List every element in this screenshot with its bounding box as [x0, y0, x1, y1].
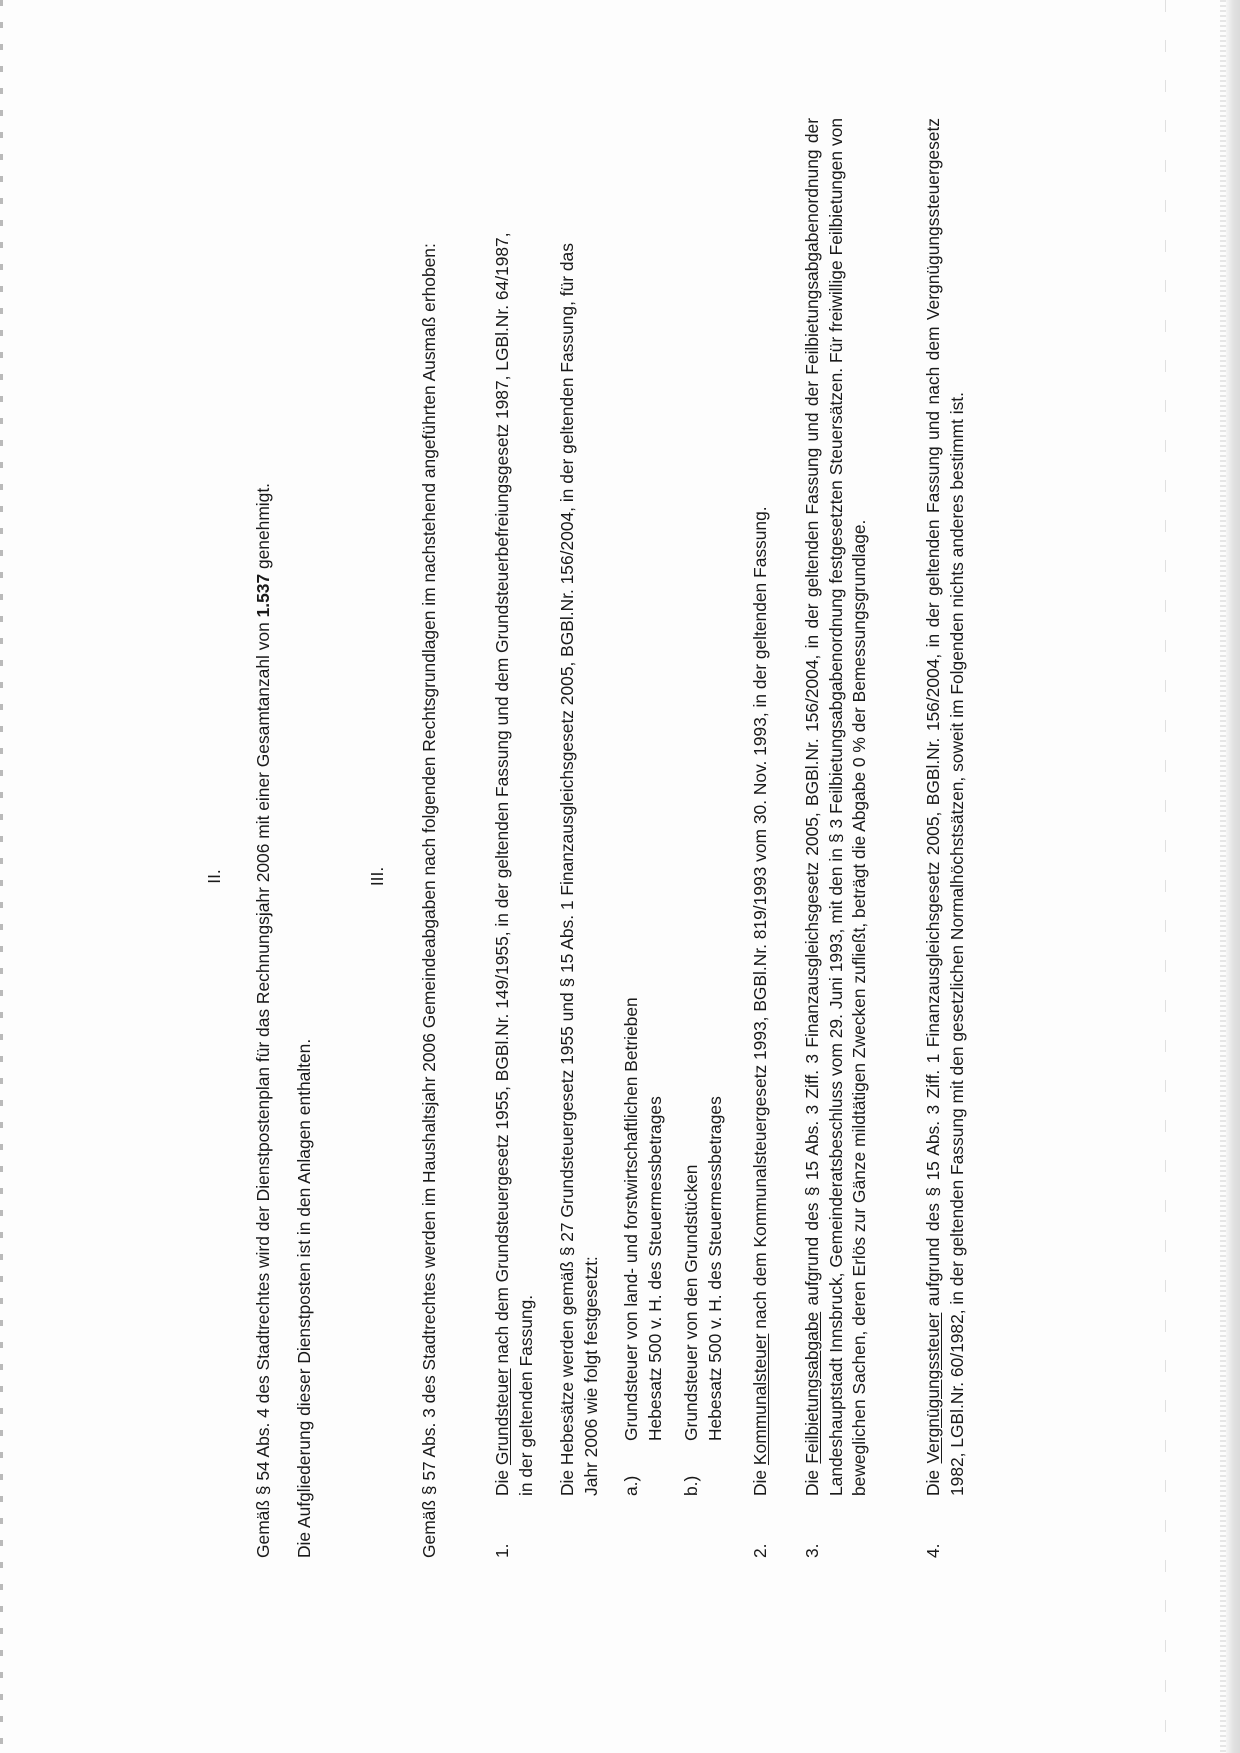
item-2-text: [749, 226, 773, 1496]
item-3-tax-name: Feilbietungsabgabe: [802, 1311, 822, 1464]
item-1-number: 1.: [492, 1543, 512, 1558]
section-ii-p1-end: genehmigt.: [253, 482, 273, 574]
subitem-a-letter: a.): [621, 1475, 641, 1496]
section-iii-heading: III.: [367, 866, 387, 887]
total-positions-count: 1.537: [253, 573, 273, 618]
item-3-prefix: Die: [802, 1463, 822, 1496]
subitem-b-letter: b.): [681, 1475, 701, 1496]
item-4-text: [922, 118, 969, 1496]
item-1-body: nach dem Grundsteuergesetz 1955, BGBl.Nr. 149/1955, in der geltenden Fassung und dem Grundsteuerbefreiungsgesetz 1987, LGBl.Nr. 64/1987, in der geltenden Fassung.: [492, 232, 536, 1496]
section-ii-paragraph-1: [252, 108, 276, 1558]
section-ii-heading: II.: [204, 869, 224, 884]
item-1-prefix: Die: [492, 1465, 512, 1496]
item-2-tax-name: Kommunalsteuer: [750, 1333, 770, 1466]
item-3-number: 3.: [802, 1543, 822, 1558]
item-4-number: 4.: [923, 1543, 943, 1558]
item-1-tax-name: Grundsteuer: [492, 1368, 512, 1466]
section-ii-paragraph-2: Die Aufgliederung dieser Dienstposten ist in den Anlagen enthalten.: [294, 1038, 314, 1558]
item-4-prefix: Die: [923, 1463, 943, 1496]
item-2-prefix: Die: [750, 1465, 770, 1496]
subitem-b: [680, 541, 727, 1441]
item-2-number: 2.: [750, 1543, 770, 1558]
subitem-b-line-1: Grundsteuer von den Grundstücken: [681, 1164, 701, 1441]
section-iii-intro: Gemäß § 57 Abs. 3 des Stadtrechtes werden im Haushaltsjahr 2006 Gemeindeabgaben nach folgenden Rechtsgrundlagen im nachstehend angeführten Ausmaß erhoben:: [419, 243, 439, 1558]
item-3-body: aufgrund des § 15 Abs. 3 Ziff. 3 Finanzausgleichsgesetz 2005, BGBl.Nr. 156/2004, in der geltenden Fassung und der Feilbietungsabgabenordnung der Landeshauptstadt Innsbruck, Gemeinderatsbeschluss vom 29. Juni 1993, mit den in § 3 Feilbietungsabgabenordnung festgesetzten Steuersätzen. Für freiwillige Feilbietungen von beweglichen Sachen, deren Erlös zur Gänze mildtätigen Zwecken zufließt, beträgt die Abgabe 0 % der Bemessungsgrundlage.: [802, 118, 869, 1496]
subitem-b-line-2: Hebesatz 500 v. H. des Steuermessbetrages: [704, 1096, 725, 1441]
subitem-a-line-2: Hebesatz 500 v. H. des Steuermessbetrages: [644, 1096, 665, 1441]
item-4-body: aufgrund des § 15 Abs. 3 Ziff. 1 Finanzausgleichsgesetz 2005, BGBl.Nr. 156/2004, in der geltenden Fassung und nach dem Vergnügungssteuergesetz 1982, LGBl.Nr. 60/1982, in der geltenden Fassung mit den gesetzlichen Normalhöchstsätzen, soweit im Folgenden nichts anderes bestimmt ist.: [923, 118, 967, 1496]
subitem-a-line-1: Grundsteuer von land- und forstwirtschaftlichen Betrieben: [621, 997, 641, 1441]
item-4-tax-name: Vergnügungssteuer: [923, 1312, 943, 1464]
item-1-rates-paragraph: Die Hebesätze werden gemäß § 27 Grundsteuergesetz 1955 und § 15 Abs. 1 Finanzausgleichsgesetz 2005, BGBl.Nr. 156/2004, in der geltenden Fassung, für das Jahr 2006 wie folgt festgesetzt:: [557, 243, 601, 1496]
section-ii-p1-text: Gemäß § 54 Abs. 4 des Stadtrechtes wird der Dienstpostenplan für das Rechnungsjahr 2006 mit einer Gesamtanzahl von: [253, 617, 273, 1558]
item-3-text: [801, 118, 872, 1496]
item-1-text: [491, 226, 538, 1496]
subitem-a: [620, 541, 667, 1441]
item-2-body: nach dem Kommunalsteuergesetz 1993, BGBl.Nr. 819/1993 vom 30. Nov. 1993, in der geltenden Fassung.: [750, 506, 770, 1334]
